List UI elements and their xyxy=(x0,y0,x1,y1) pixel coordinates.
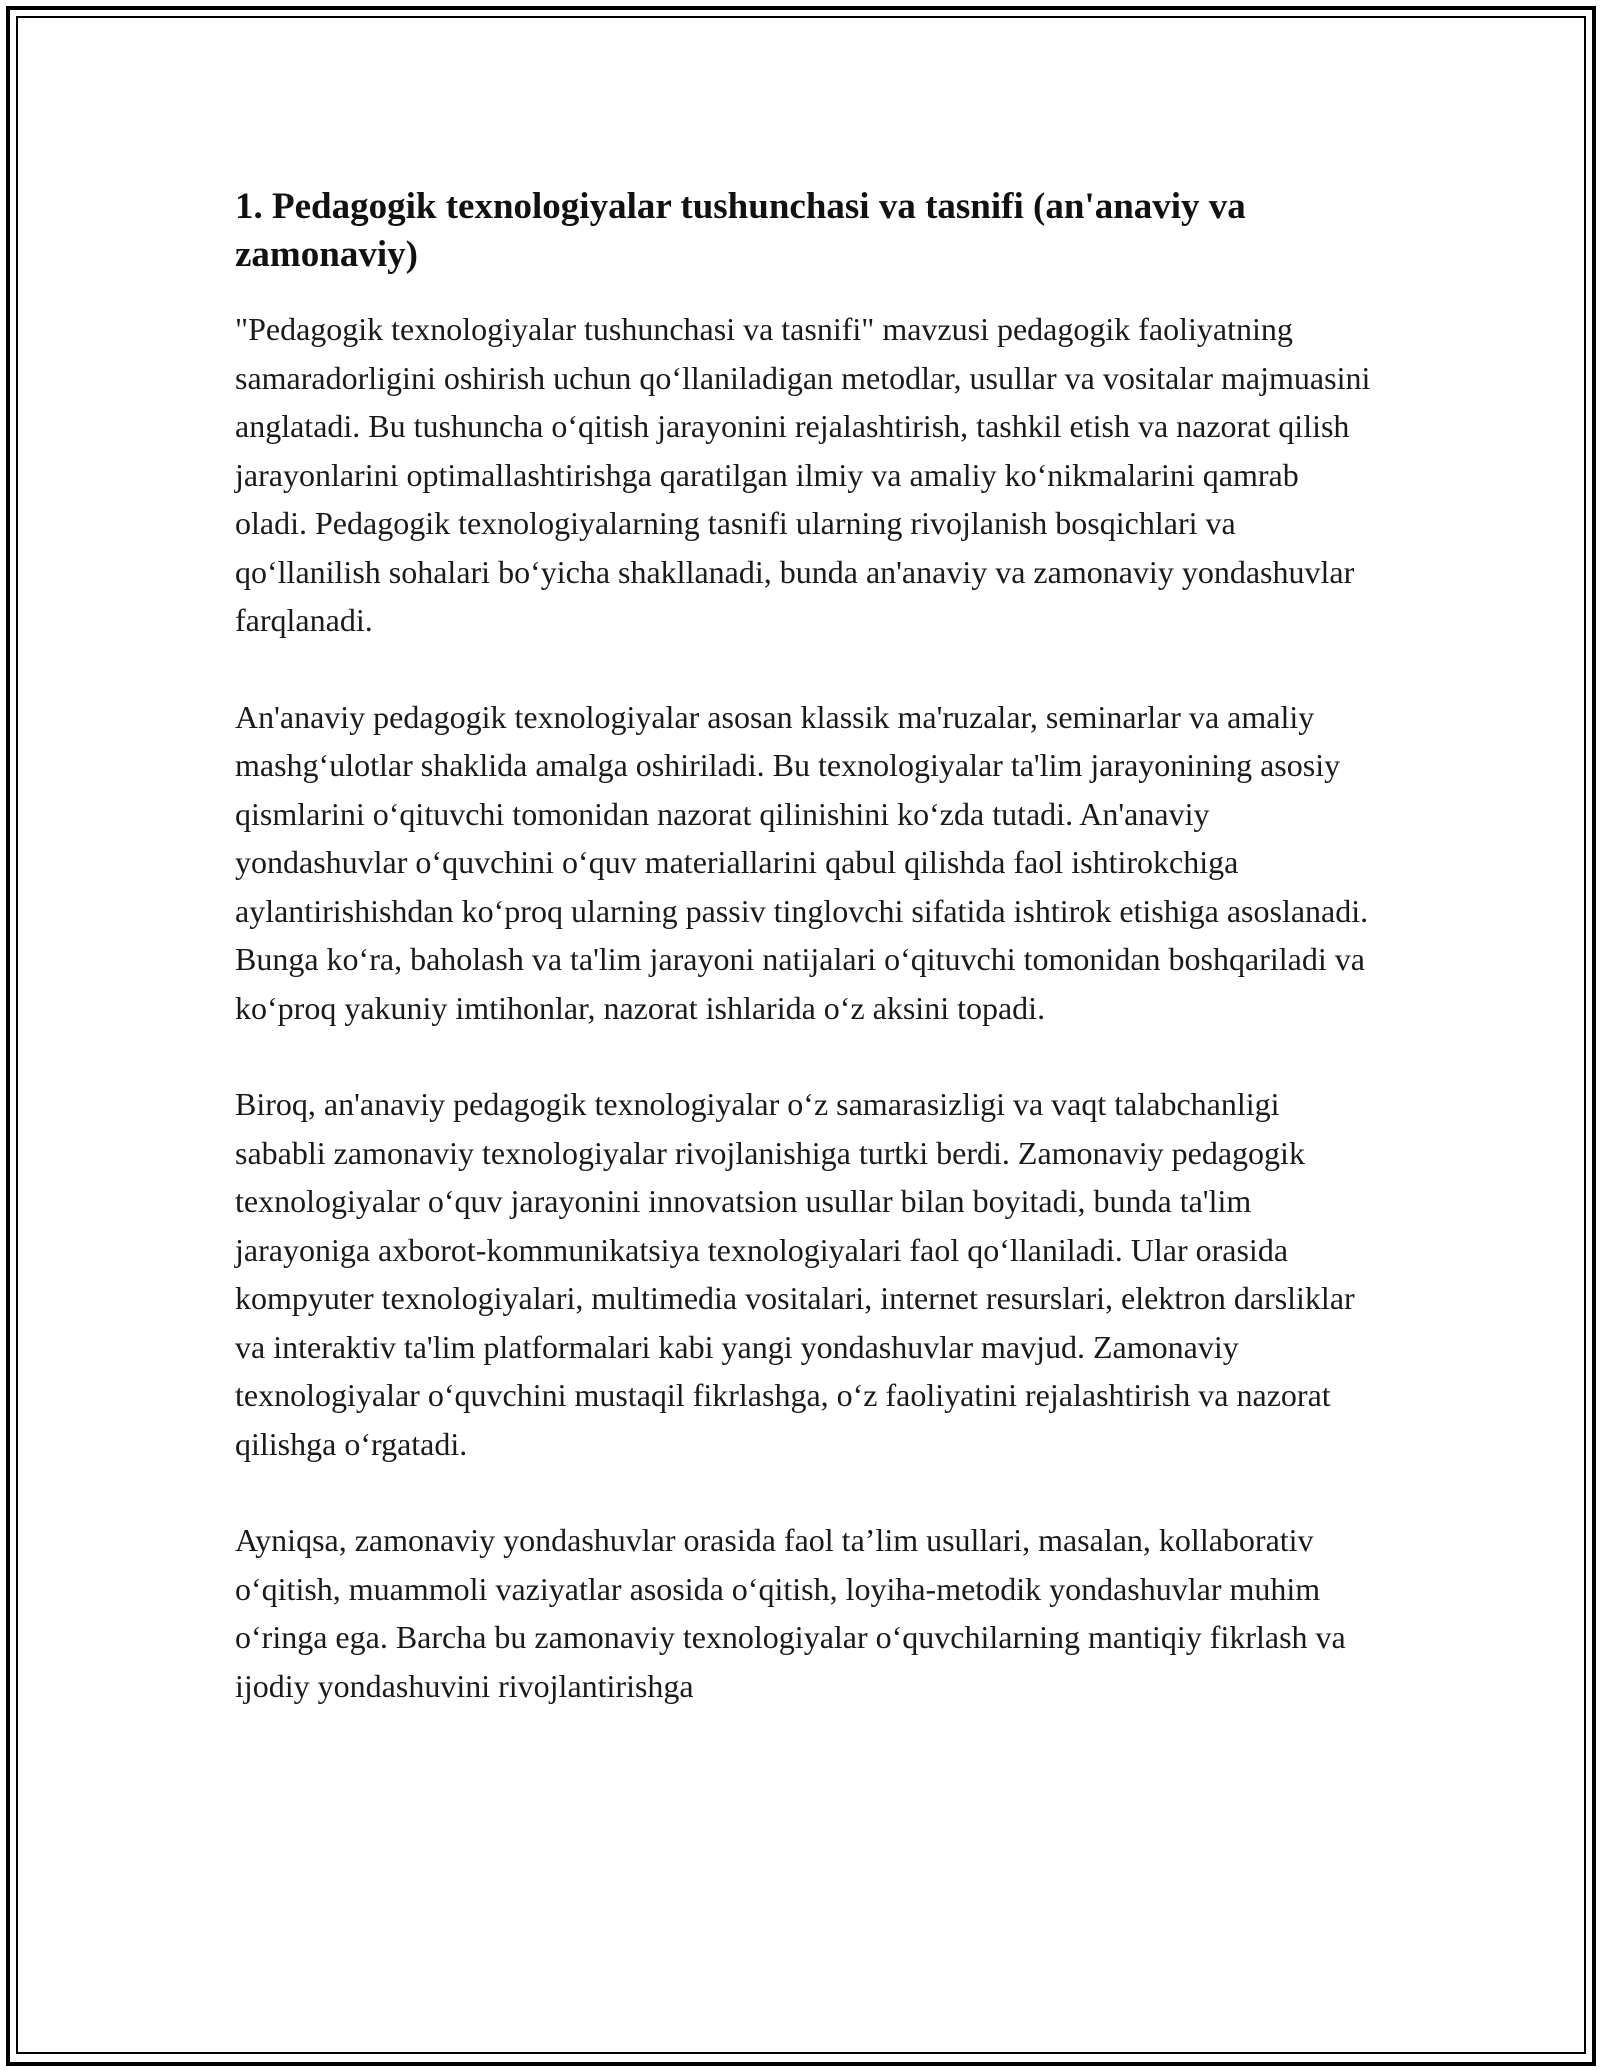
section-title: 1. Pedagogik texnologiyalar tushunchasi va tasnifi (an'anaviy va zamonaviy) xyxy=(235,186,1246,275)
paragraph-modern: Biroq, an'anaviy pedagogik texnologiyalar o‘z samarasizligi va vaqt talabchanligi sababli zamonaviy texnologiyalar rivojlanishiga turtki berdi. Zamonaviy pedagogik texnologiyalar o‘quv jarayonini innovatsion usullar bilan boyitadi, bunda ta'lim jarayoniga axborot-kommunikatsiya texnologiyalari faol qo‘llaniladi. Ular orasida kompyuter texnologiyalari, multimedia vositalari, internet resurslari, elektron darsliklar va interaktiv ta'lim platformalari kabi yangi yondashuvlar mavjud. Zamonaviy texnologiyalar o‘quvchini mustaqil fikrlashga, o‘z faoliyatini rejalashtirish va nazorat qilishga o‘rgatadi. xyxy=(235,1086,1355,1462)
paragraph-active-learning: Ayniqsa, zamonaviy yondashuvlar orasida faol ta’lim usullari, masalan, kollaborativ o‘qitish, muammoli vaziyatlar asosida o‘qitish, loyiha-metodik yondashuvlar muhim o‘ringa ega. Barcha bu zamonaviy texnologiyalar o‘quvchilarning mantiqiy fikrlash va ijodiy yondashuvini rivojlantirishga xyxy=(235,1522,1346,1704)
paragraph-traditional: An'anaviy pedagogik texnologiyalar asosan klassik ma'ruzalar, seminarlar va amaliy mashg‘ulotlar shaklida amalga oshiriladi. Bu texnologiyalar ta'lim jarayonining asosiy qismlarini o‘qituvchi tomonidan nazorat qilinishini ko‘zda tutadi. An'anaviy yondashuvlar o‘quvchini o‘quv materiallarini qabul qilishda faol ishtirokchiga aylantirishishdan ko‘proq ularning passiv tinglovchi sifatida ishtirok etishiga asoslanadi. Bunga ko‘ra, baholash va ta'lim jarayoni natijalari o‘qituvchi tomonidan boshqariladi va ko‘proq yakuniy imtihonlar, nazorat ishlarida o‘z aksini topadi. xyxy=(235,698,1369,1026)
document-body xyxy=(235,183,1375,1710)
paragraph-definition: "Pedagogik texnologiyalar tushunchasi va tasnifi" mavzusi pedagogik faoliyatning samaradorligini oshirish uchun qo‘llaniladigan metodlar, usullar va vositalar majmuasini anglatadi. Bu tushuncha o‘qitish jarayonini rejalashtirish, tashkil etish va nazorat qilish jarayonlarini optimallashtirishga qaratilgan ilmiy va amaliy ko‘nikmalarini qamrab oladi. Pedagogik texnologiyalarning tasnifi ularning rivojlanish bosqichlari va qo‘llanilish sohalari bo‘yicha shakllanadi, bunda an'anaviy va zamonaviy yondashuvlar farqlanadi. xyxy=(235,311,1371,638)
